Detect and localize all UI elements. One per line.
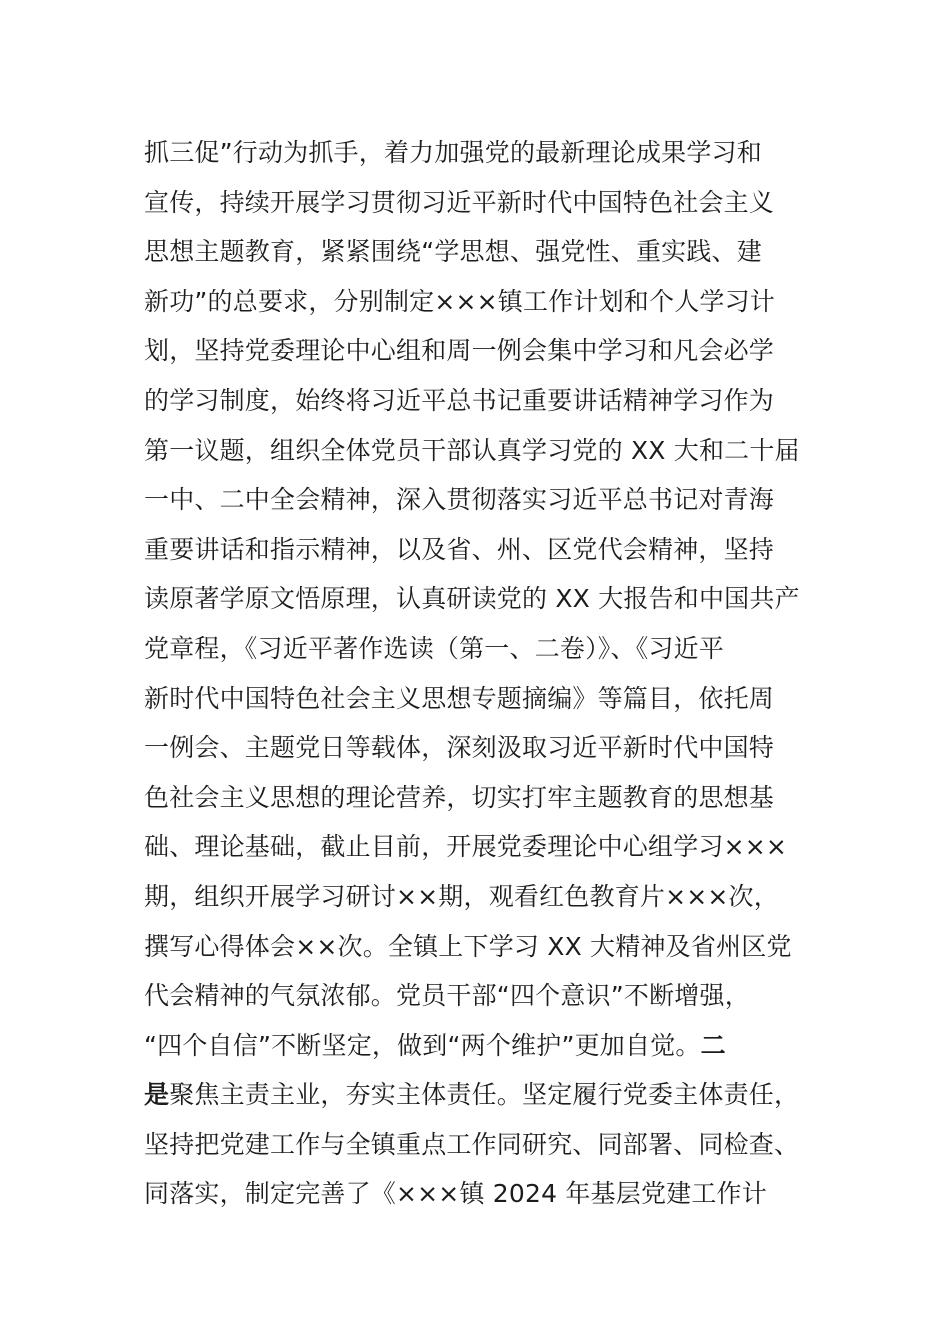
text-line-20-rest: 聚焦主责主业，夯实主体责任。坚定履行党委主体责任， bbox=[169, 1080, 800, 1110]
text-line-4: 新功”的总要求，分别制定×××镇工作计划和个人学习计 bbox=[144, 286, 775, 316]
text-line-7: 第一议题，组织全体党员干部认真学习党的 XX 大和二十届 bbox=[144, 435, 800, 465]
bold-numeral-er: 二 bbox=[700, 1030, 726, 1060]
text-line-8: 一中、二中全会精神，深入贯彻落实习近平总书记对青海 bbox=[144, 485, 775, 515]
bold-char-shi: 是 bbox=[144, 1080, 170, 1110]
text-line-21: 坚持把党建工作与全镇重点工作同研究、同部署、同检查、 bbox=[144, 1129, 800, 1159]
body-text bbox=[144, 128, 814, 1219]
text-line-2: 宣传，持续开展学习贯彻习近平新时代中国特色社会主义 bbox=[144, 187, 775, 217]
text-line-16: 期，组织开展学习研讨××期，观看红色教育片×××次， bbox=[144, 881, 779, 911]
text-line-3: 思想主题教育，紧紧围绕“学思想、强党性、重实践、建 bbox=[144, 237, 762, 267]
text-line-20 bbox=[144, 1070, 814, 1120]
text-line-15: 础、理论基础，截止目前，开展党委理论中心组学习××× bbox=[144, 832, 788, 862]
text-line-14: 色社会主义思想的理论营养，切实打牢主题教育的思想基 bbox=[144, 782, 775, 812]
text-line-9: 重要讲话和指示精神，以及省、州、区党代会精神，坚持 bbox=[144, 534, 775, 564]
text-line-13: 一例会、主题党日等载体，深刻汲取习近平新时代中国特 bbox=[144, 733, 775, 763]
text-line-18: 代会精神的气氛浓郁。党员干部“四个意识”不断增强， bbox=[144, 981, 750, 1011]
text-line-11: 党章程，《习近平著作选读（第一、二卷）》、《习近平 bbox=[144, 633, 725, 663]
text-line-10: 读原著学原文悟原理，认真研读党的 XX 大报告和中国共产 bbox=[144, 584, 800, 614]
text-line-6: 的学习制度，始终将习近平总书记重要讲话精神学习作为 bbox=[144, 385, 775, 415]
text-line-12: 新时代中国特色社会主义思想专题摘编》等篇目，依托周 bbox=[144, 683, 775, 713]
text-line-1: 抓三促”行动为抓手，着力加强党的最新理论成果学习和 bbox=[144, 138, 762, 167]
text-line-17: 撰写心得体会××次。全镇上下学习 XX 大精神及省州区党 bbox=[144, 931, 792, 961]
text-line-19-main: “四个自信”不断坚定，做到“两个维护”更加自觉。 bbox=[144, 1030, 701, 1060]
text-line-22: 同落实，制定完善了《×××镇 2024 年基层党建工作计 bbox=[144, 1179, 767, 1209]
text-line-5: 划，坚持党委理论中心组和周一例会集中学习和凡会必学 bbox=[144, 336, 775, 366]
text-line-19 bbox=[144, 1021, 814, 1071]
